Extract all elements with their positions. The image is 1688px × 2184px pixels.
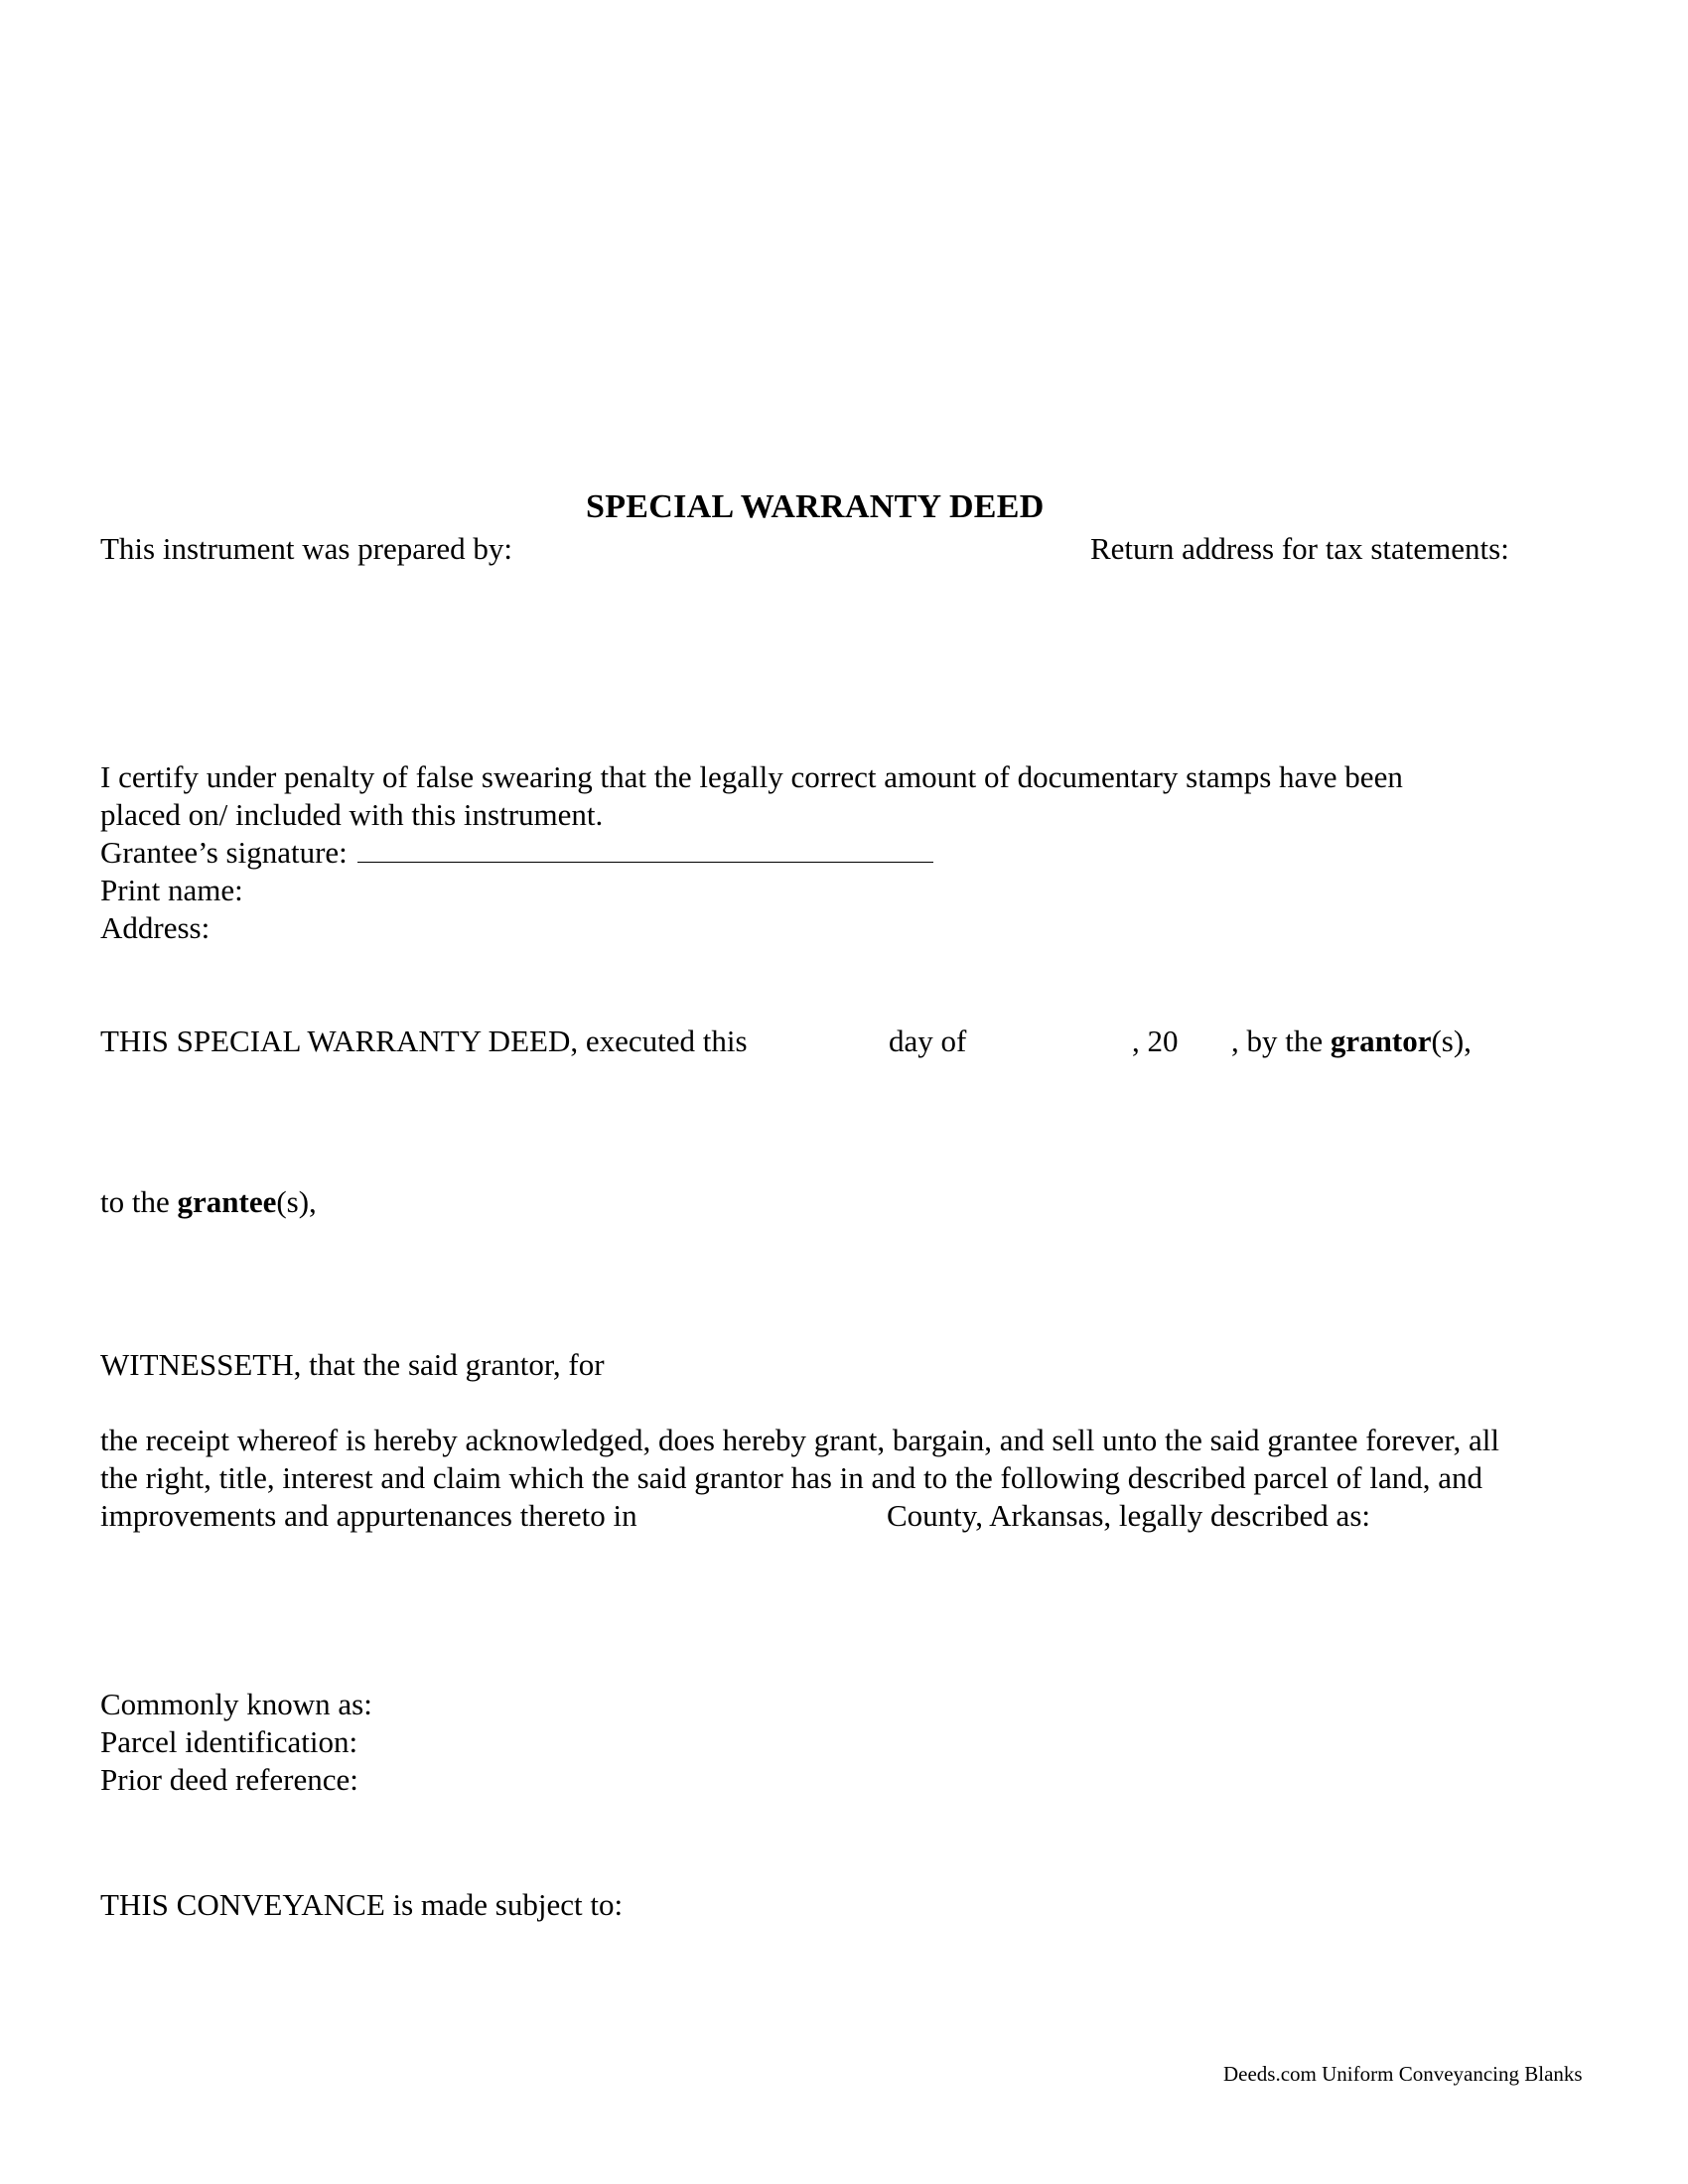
execution-intro: THIS SPECIAL WARRANTY DEED, executed this (100, 1024, 748, 1058)
footer-text: Deeds.com Uniform Conveyancing Blanks (1223, 2062, 1583, 2086)
grantee-signature-label: Grantee’s signature: (100, 835, 348, 870)
certification-line-1: I certify under penalty of false swearing that the legally correct amount of documentary stamps have been (100, 759, 1403, 794)
address-label: Address: (100, 910, 211, 945)
commonly-known-label: Commonly known as: (100, 1687, 372, 1721)
return-address-label: Return address for tax statements: (1090, 531, 1509, 566)
grant-clause-line-3-prefix: improvements and appurtenances thereto in (100, 1498, 637, 1533)
grantee-clause (100, 1183, 317, 1221)
execution-day-of: day of (889, 1024, 967, 1058)
grant-clause-line-2: the right, title, interest and claim which the said grantor has in and to the following described parcel of land, and (100, 1460, 1483, 1495)
document-title: SPECIAL WARRANTY DEED (586, 488, 1045, 525)
execution-year-prefix: , 20 (1132, 1024, 1179, 1058)
execution-grantor-clause (1231, 1023, 1472, 1060)
grant-clause-line-1: the receipt whereof is hereby acknowledged, does hereby grant, bargain, and sell unto the said grantee forever, all (100, 1423, 1499, 1457)
parcel-id-label: Parcel identification: (100, 1724, 358, 1759)
grant-clause-line-3-suffix: County, Arkansas, legally described as: (887, 1498, 1370, 1533)
grantor-suffix: (s), (1431, 1024, 1472, 1058)
to-the-text: to the (100, 1184, 170, 1219)
prior-deed-label: Prior deed reference: (100, 1762, 358, 1797)
witnesseth-clause: WITNESSETH, that the said grantor, for (100, 1347, 605, 1382)
conveyance-subject-to: THIS CONVEYANCE is made subject to: (100, 1887, 624, 1922)
grantor-word: grantor (1330, 1024, 1432, 1058)
print-name-label: Print name: (100, 873, 243, 907)
signature-line (357, 840, 933, 863)
grantee-word: grantee (177, 1184, 277, 1219)
prepared-by-label: This instrument was prepared by: (100, 531, 512, 566)
grantee-suffix: (s), (276, 1184, 317, 1219)
certification-line-2: placed on/ included with this instrument. (100, 797, 604, 832)
grantee-signature-row (100, 834, 933, 872)
by-the-text: , by the (1231, 1024, 1324, 1058)
